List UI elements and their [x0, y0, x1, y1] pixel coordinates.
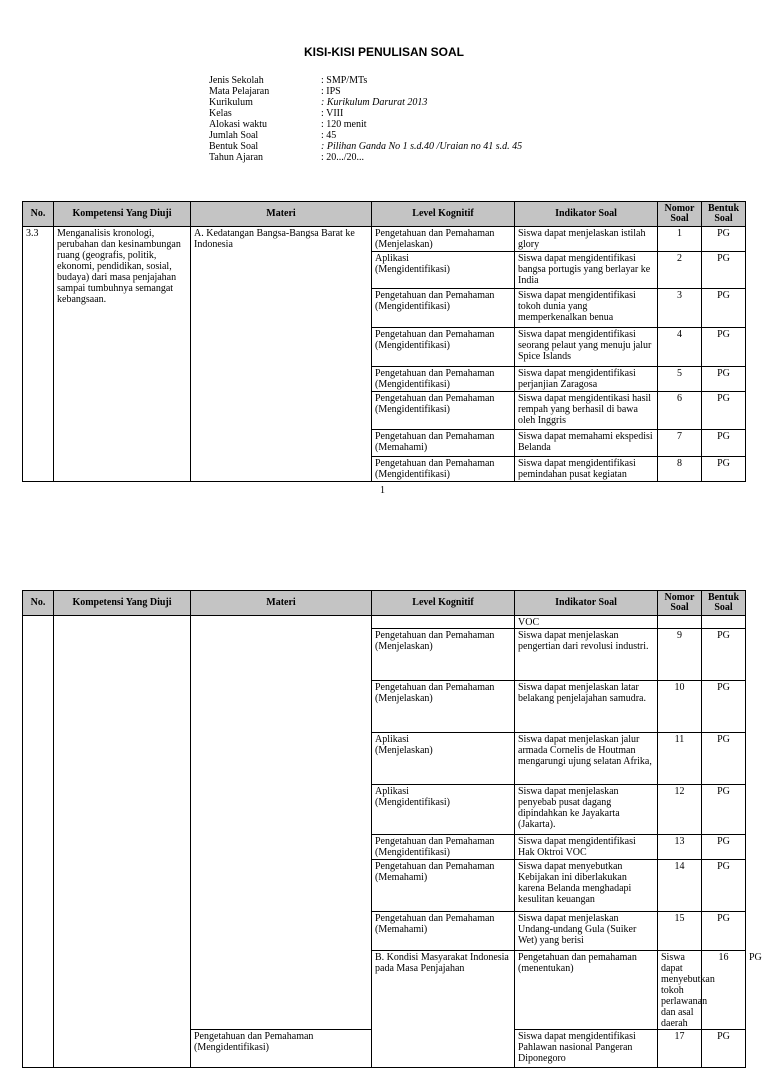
nomor-cell: 9 — [658, 629, 702, 681]
bentuk-cell: PG — [702, 835, 746, 860]
nomor-cell: 7 — [658, 430, 702, 457]
level-cell: Pengetahuan dan Pemahaman (Menjelaskan) — [372, 227, 515, 252]
indikator-cell: Siswa dapat menjelaskan pengertian dari revolusi industri. — [515, 629, 658, 681]
competency-number: 3.3 — [23, 227, 54, 482]
level-cell: Aplikasi (Menjelaskan) — [372, 733, 515, 785]
info-row — [209, 152, 522, 163]
bentuk-cell: PG — [702, 912, 746, 951]
indikator-cell: VOC — [515, 616, 658, 629]
level-cell: Aplikasi (Mengidentifikasi) — [372, 785, 515, 835]
nomor-cell: 2 — [658, 252, 702, 289]
level-cell: Pengetahuan dan Pemahaman (Memahami) — [372, 430, 515, 457]
level-cell: Pengetahuan dan Pemahaman (Memahami) — [372, 912, 515, 951]
nomor-cell: 11 — [658, 733, 702, 785]
indikator-cell: Siswa dapat menjelaskan penyebab pusat dagang dipindahkan ke Jayakarta (Jakarta). — [515, 785, 658, 835]
kisi-kisi-table-page-1 — [22, 201, 746, 482]
info-label: Kurikulum — [209, 97, 253, 108]
bentuk-cell: PG — [702, 227, 746, 252]
bentuk-cell: PG — [702, 457, 746, 482]
indikator-cell: Siswa dapat mengidentifikasi bangsa portugis yang berlayar ke India — [515, 252, 658, 289]
nomor-cell: 3 — [658, 289, 702, 328]
level-cell: Pengetahuan dan Pemahaman (Mengidentifikasi) — [372, 289, 515, 328]
info-value: : Kurikulum Darurat 2013 — [321, 97, 428, 108]
info-row — [209, 119, 522, 130]
competency-text: Menganalisis kronologi, perubahan dan kesinambungan ruang (geografis, politik, ekonomi, pendidikan, sosial, budaya) dari masa penjajahan sampai tumbuhnya semangat kebangsaan. — [54, 227, 191, 482]
competency-text — [54, 616, 191, 1068]
info-value: : Pilihan Ganda No 1 s.d.40 /Uraian no 41 s.d. 45 — [321, 141, 523, 152]
kisi-kisi-table-page-2 — [22, 590, 762, 1068]
nomor-cell: 15 — [658, 912, 702, 951]
info-row — [209, 86, 522, 97]
bentuk-cell: PG — [702, 252, 746, 289]
indikator-cell: Siswa dapat mengidentifikasi seorang pelaut yang menuju jalur Spice Islands — [515, 328, 658, 367]
table-row — [23, 227, 746, 252]
indikator-cell: Siswa dapat menjelaskan istilah glory — [515, 227, 658, 252]
bentuk-cell: PG — [702, 860, 746, 912]
bentuk-cell: PG — [702, 430, 746, 457]
header-no: No. — [23, 591, 54, 616]
nomor-cell: 12 — [658, 785, 702, 835]
indikator-cell: Siswa dapat menyebutkan Kebijakan ini diberlakukan karena Belanda menghadapi kesulitan keuangan — [515, 860, 658, 912]
header-indikator-soal: Indikator Soal — [515, 202, 658, 227]
indikator-cell: Siswa dapat menyebutkan tokoh perlawanan dan asal daerah — [658, 951, 702, 1030]
info-label: Alokasi waktu — [209, 119, 268, 130]
nomor-cell: 8 — [658, 457, 702, 482]
info-value: : IPS — [321, 86, 341, 97]
header-materi: Materi — [191, 591, 372, 616]
bentuk-cell: PG — [702, 681, 746, 733]
indikator-cell: Siswa dapat mengidentifikasi Hak Oktroi VOC — [515, 835, 658, 860]
nomor-cell: 5 — [658, 367, 702, 392]
table-row — [23, 616, 746, 629]
info-row — [209, 75, 522, 86]
materi-text: A. Kedatangan Bangsa-Bangsa Barat ke Indonesia — [191, 227, 372, 482]
header-nomor-soal: Nomor Soal — [658, 202, 702, 227]
table-header-row — [23, 591, 746, 616]
header-bentuk-soal: Bentuk Soal — [702, 202, 746, 227]
level-cell: Pengetahuan dan Pemahaman (Memahami) — [372, 860, 515, 912]
info-label: Tahun Ajaran — [209, 152, 264, 163]
level-cell: Pengetahuan dan Pemahaman (Mengidentifikasi) — [372, 367, 515, 392]
bentuk-cell: PG — [702, 392, 746, 430]
info-row — [209, 141, 522, 152]
header-no: No. — [23, 202, 54, 227]
document-title: KISI-KISI PENULISAN SOAL — [303, 45, 464, 59]
indikator-cell: Siswa dapat menjelaskan latar belakang penjelajahan samudra. — [515, 681, 658, 733]
info-label: Kelas — [209, 108, 232, 119]
info-label: Jumlah Soal — [209, 130, 259, 141]
level-cell: Pengetahuan dan Pemahaman (Mengidentifikasi) — [372, 328, 515, 367]
nomor-cell: 17 — [658, 1030, 702, 1068]
header-kompetensi: Kompetensi Yang Diuji — [54, 591, 191, 616]
level-cell: Pengetahuan dan pemahaman (menentukan) — [515, 951, 658, 1030]
indikator-cell: Siswa dapat mengidentifikasi perjanjian Zaragosa — [515, 367, 658, 392]
header-level-kognitif: Level Kognitif — [372, 591, 515, 616]
indikator-cell: Siswa dapat mengidentifikasi tokoh dunia yang memperkenalkan benua — [515, 289, 658, 328]
info-label: Mata Pelajaran — [209, 86, 270, 97]
info-row — [209, 97, 522, 108]
table-header-row — [23, 202, 746, 227]
header-indikator-soal: Indikator Soal — [515, 591, 658, 616]
bentuk-cell: PG — [702, 1030, 746, 1068]
indikator-cell: Siswa dapat mengidentifikasi pemindahan pusat kegiatan — [515, 457, 658, 482]
bentuk-cell: PG — [702, 785, 746, 835]
level-cell: Pengetahuan dan Pemahaman (Mengidentifikasi) — [372, 392, 515, 430]
info-value: : SMP/MTs — [321, 75, 368, 86]
nomor-cell: 14 — [658, 860, 702, 912]
indikator-cell: Siswa dapat menjelaskan Undang-undang Gula (Suiker Wet) yang berisi — [515, 912, 658, 951]
bentuk-cell: PG — [702, 733, 746, 785]
bentuk-cell: PG — [702, 328, 746, 367]
nomor-cell: 16 — [702, 951, 746, 1030]
level-cell: Pengetahuan dan Pemahaman (Mengidentifikasi) — [191, 1030, 372, 1068]
info-value: : 45 — [321, 130, 337, 141]
header-level-kognitif: Level Kognitif — [372, 202, 515, 227]
nomor-cell: 13 — [658, 835, 702, 860]
nomor-cell: 4 — [658, 328, 702, 367]
bentuk-cell: PG — [702, 629, 746, 681]
info-value: : VIII — [321, 108, 344, 119]
info-value: : 20.../20... — [321, 152, 365, 163]
level-cell — [372, 616, 515, 629]
nomor-cell: 6 — [658, 392, 702, 430]
header-kompetensi: Kompetensi Yang Diuji — [54, 202, 191, 227]
level-cell: Pengetahuan dan Pemahaman (Mengidentifikasi) — [372, 457, 515, 482]
indikator-cell: Siswa dapat menjelaskan jalur armada Cornelis de Houtman mengarungi ujung selatan Afrika, — [515, 733, 658, 785]
materi-text — [191, 616, 372, 1030]
header-bentuk-soal: Bentuk Soal — [702, 591, 746, 616]
level-cell: Pengetahuan dan Pemahaman (Mengidentifikasi) — [372, 835, 515, 860]
header-nomor-soal: Nomor Soal — [658, 591, 702, 616]
header-materi: Materi — [191, 202, 372, 227]
page-number: 1 — [380, 485, 385, 496]
document-info — [209, 75, 522, 163]
info-value: : 120 menit — [321, 119, 367, 130]
table-row: B. Kondisi Masyarakat Indonesia pada Masa Penjajahan Pengetahuan dan pemahaman (menentukan) Siswa dapat menyebutkan tokoh perlawanan dan asal daerah 16 PG — [23, 951, 746, 1030]
bentuk-cell: PG — [702, 367, 746, 392]
bentuk-cell: PG — [702, 289, 746, 328]
info-label: Jenis Sekolah — [209, 75, 264, 86]
level-cell: Aplikasi (Mengidentifikasi) — [372, 252, 515, 289]
indikator-cell: Siswa dapat memahami ekspedisi Belanda — [515, 430, 658, 457]
info-row — [209, 108, 522, 119]
info-label: Bentuk Soal — [209, 141, 259, 152]
indikator-cell: Siswa dapat mengidentikasi hasil rempah yang berhasil di bawa oleh Inggris — [515, 392, 658, 430]
competency-number — [23, 616, 54, 1068]
indikator-cell: Siswa dapat mengidentifikasi Pahlawan nasional Pangeran Diponegoro — [515, 1030, 658, 1068]
nomor-cell: 10 — [658, 681, 702, 733]
nomor-cell: 1 — [658, 227, 702, 252]
level-cell: Pengetahuan dan Pemahaman (Menjelaskan) — [372, 629, 515, 681]
nomor-cell — [658, 616, 702, 629]
info-row — [209, 130, 522, 141]
materi-text: B. Kondisi Masyarakat Indonesia pada Masa Penjajahan — [372, 951, 515, 1068]
bentuk-cell — [702, 616, 746, 629]
level-cell: Pengetahuan dan Pemahaman (Menjelaskan) — [372, 681, 515, 733]
